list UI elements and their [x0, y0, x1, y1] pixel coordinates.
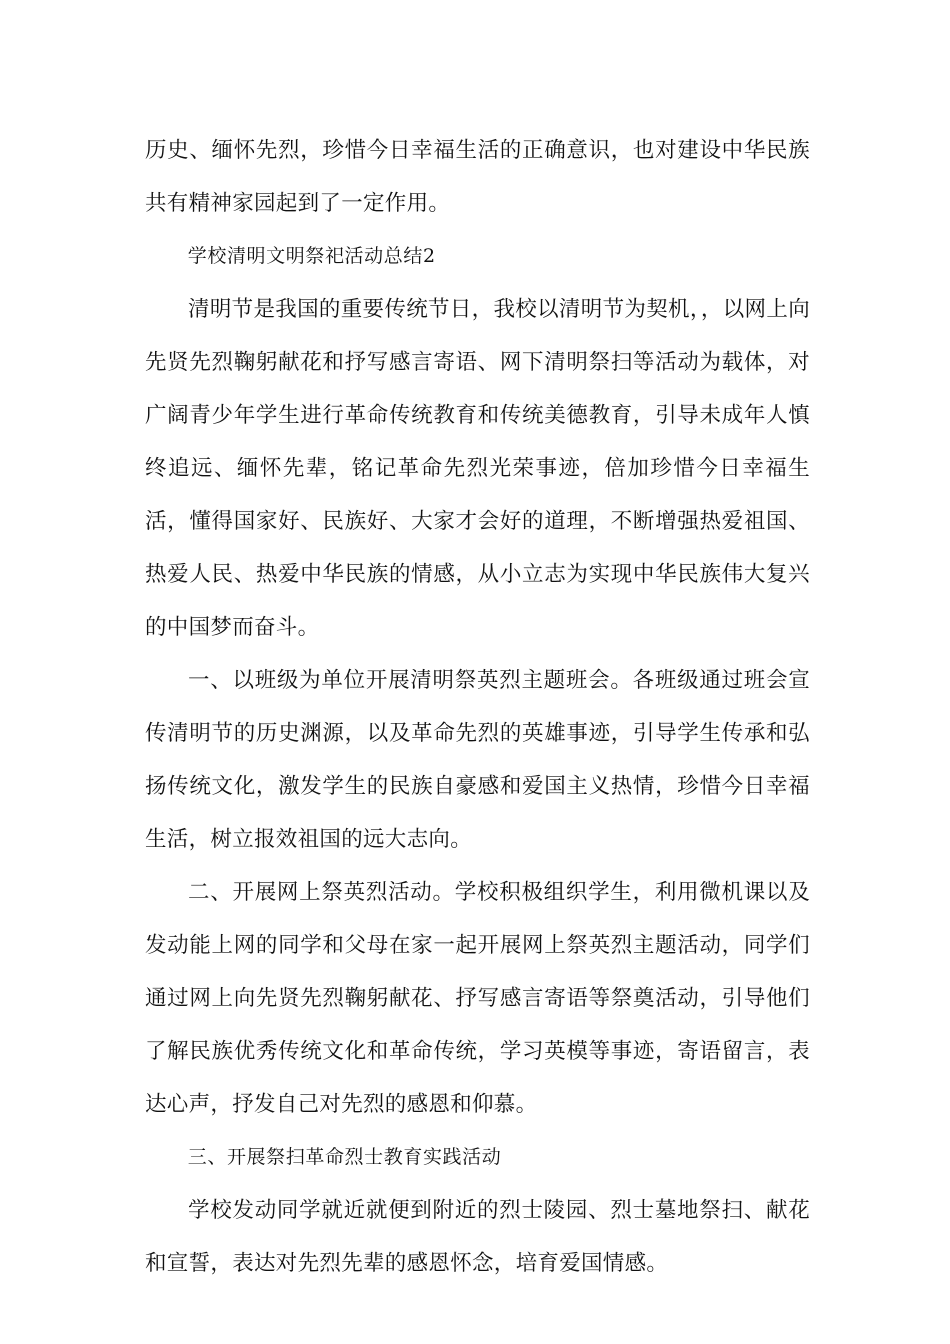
section-title: 学校清明文明祭祀活动总结2 [187, 245, 436, 267]
paragraph-intro: 清明节是我国的重要传统节日，我校以清明节为契机，，以网上向先贤先烈鞠躬献花和抒写感言寄语、网下清明祭扫等活动为载体，对广阔青少年学生进行革命传统教育和传统美德教育，引导未成年人慎终追远、缅怀先辈，铭记革命先烈光荣事迹，倍加珍惜今日幸福生活，懂得国家好、民族好、大家才会好的道理，不断增强热爱祖国、热爱人民、热爱中华民族的情感，从小立志为实现中华民族伟大复兴的中国梦而奋斗。 [145, 297, 810, 640]
subsection-title-three: 三、开展祭扫革命烈士教育实践活动 [187, 1146, 502, 1168]
paragraph-item-one: 一、以班级为单位开展清明祭英烈主题班会。各班级通过班会宣传清明节的历史渊源，以及革命先烈的英雄事迹，引导学生传承和弘扬传统文化，激发学生的民族自豪感和爱国主义热情，珍惜今日幸福生活，树立报效祖国的远大志向。 [145, 668, 810, 852]
paragraph-continuation: 历史、缅怀先烈，珍惜今日幸福生活的正确意识，也对建设中华民族共有精神家园起到了一定作用。 [145, 138, 810, 216]
paragraph-item-two: 二、开展网上祭英烈活动。学校积极组织学生，利用微机课以及发动能上网的同学和父母在家一起开展网上祭英烈主题活动，同学们通过网上向先贤先烈鞠躬献花、抒写感言寄语等祭奠活动，引导他们了解民族优秀传统文化和革命传统，学习英模等事迹，寄语留言，表达心声，抒发自己对先烈的感恩和仰慕。 [145, 880, 810, 1117]
paragraph-item-three: 学校发动同学就近就便到附近的烈士陵园、烈士墓地祭扫、献花和宣誓，表达对先烈先辈的感恩怀念，培育爱国情感。 [145, 1198, 810, 1276]
document-body [145, 124, 810, 1290]
